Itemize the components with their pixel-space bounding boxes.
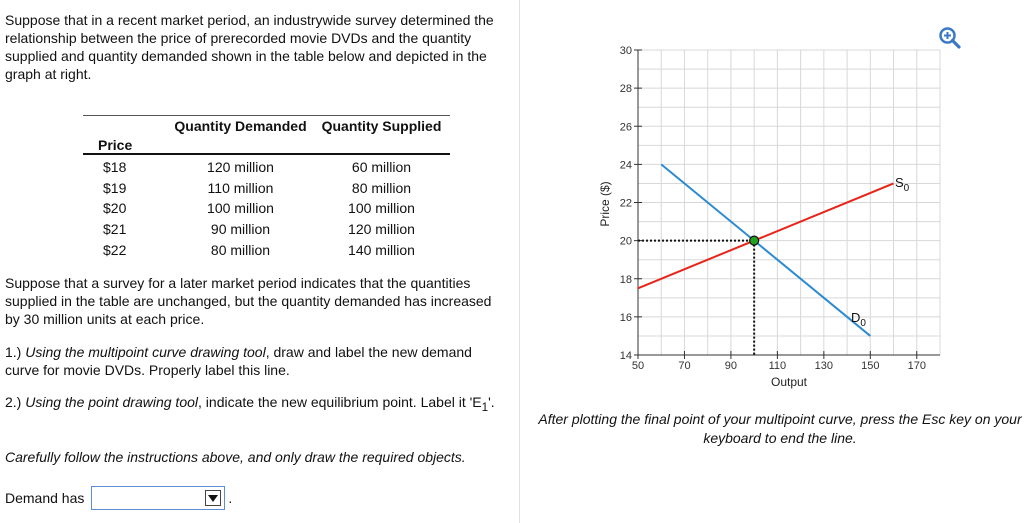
question-2: 2.) Using the point drawing tool, indicate the new equilibrium point. Label it '$E_1$'. — [5, 394, 495, 414]
y-tick-label: 30 — [619, 45, 632, 57]
answer-label: Demand has — [5, 490, 85, 506]
header-price: Price — [83, 135, 168, 154]
x-tick-label: 70 — [678, 360, 691, 372]
tool-name-point: Using the point drawing tool — [25, 394, 199, 410]
demand-curve-label: $D_0$ — [851, 310, 866, 329]
y-tick-label: 14 — [619, 350, 632, 362]
graph-grid — [638, 50, 940, 355]
y-axis-label: Price ($) — [598, 181, 612, 227]
qs-cell: 140 million — [348, 241, 415, 258]
y-tick-label: 22 — [619, 197, 632, 210]
y-tick-label: 24 — [619, 159, 632, 172]
x-tick-label: 50 — [631, 360, 645, 372]
supply-curve-s0 — [638, 183, 894, 288]
qd-cell: 90 million — [210, 221, 271, 238]
y-tick-label: 28 — [619, 83, 632, 96]
x-tick-label: 90 — [724, 360, 738, 372]
x-tick-label: 150 — [861, 360, 880, 372]
qs-cell: 120 million — [348, 221, 415, 238]
price-cell: $19 — [103, 179, 127, 196]
price-cell: $18 — [103, 159, 127, 176]
x-axis-label: Output — [770, 375, 808, 389]
tool-name-multipoint: Using the multipoint curve drawing tool — [25, 344, 266, 360]
price-cell: $22 — [103, 241, 127, 258]
qs-cell: 80 million — [351, 179, 412, 196]
x-tick-label: 110 — [768, 360, 787, 372]
supply-curve-label: $S_0$ — [895, 175, 910, 194]
instruction-note: Carefully follow the instructions above, and only draw the required objects. — [5, 449, 466, 465]
qd-cell: 100 million — [207, 200, 274, 217]
y-tick-label: 16 — [619, 311, 632, 324]
y-tick-label: 18 — [619, 273, 632, 286]
y-tick-label: 20 — [619, 235, 632, 248]
x-tick-label: 130 — [814, 360, 834, 372]
header-quantity-supplied: Quantity Supplied — [313, 116, 450, 136]
price-cell: $21 — [103, 221, 127, 238]
graph-axes — [620, 45, 940, 372]
qd-cell: 110 million — [207, 179, 274, 196]
graph-instructions: After plotting the final point of your multipoint curve, press the Esc key on your keyboard to end the line. — [538, 411, 1022, 446]
header-quantity-demanded: Quantity Demanded — [168, 116, 313, 136]
demand-curve-d0 — [661, 164, 870, 336]
qs-cell: 60 million — [351, 159, 412, 176]
question-1: 1.) Using the multipoint curve drawing tool, draw and label the new demand curve for movie DVDs. Properly label this line. — [5, 344, 472, 378]
later-period-text: Suppose that a survey for a later market period indicates that the quantities supplied in the table are unchanged, but the quantity demanded has increased by 30 million units at each price. — [5, 275, 492, 327]
x-tick-label: 170 — [907, 360, 926, 372]
qd-cell: 120 million — [207, 159, 274, 176]
qd-cell: 80 million — [210, 241, 271, 258]
equilibrium-point — [750, 236, 759, 245]
zoom-in-icon[interactable] — [938, 26, 962, 50]
y-tick-label: 26 — [619, 121, 632, 134]
answer-row: Demand has . — [5, 486, 232, 510]
price-cell: $20 — [103, 200, 127, 217]
qs-cell: 100 million — [348, 200, 415, 217]
problem-intro: Suppose that in a recent market period, an industrywide survey determined the relationship between the price of prerecorded movie DVDs and the quantity supplied and quantity demanded shown in the table below and depicted in the graph at right. — [5, 12, 494, 82]
